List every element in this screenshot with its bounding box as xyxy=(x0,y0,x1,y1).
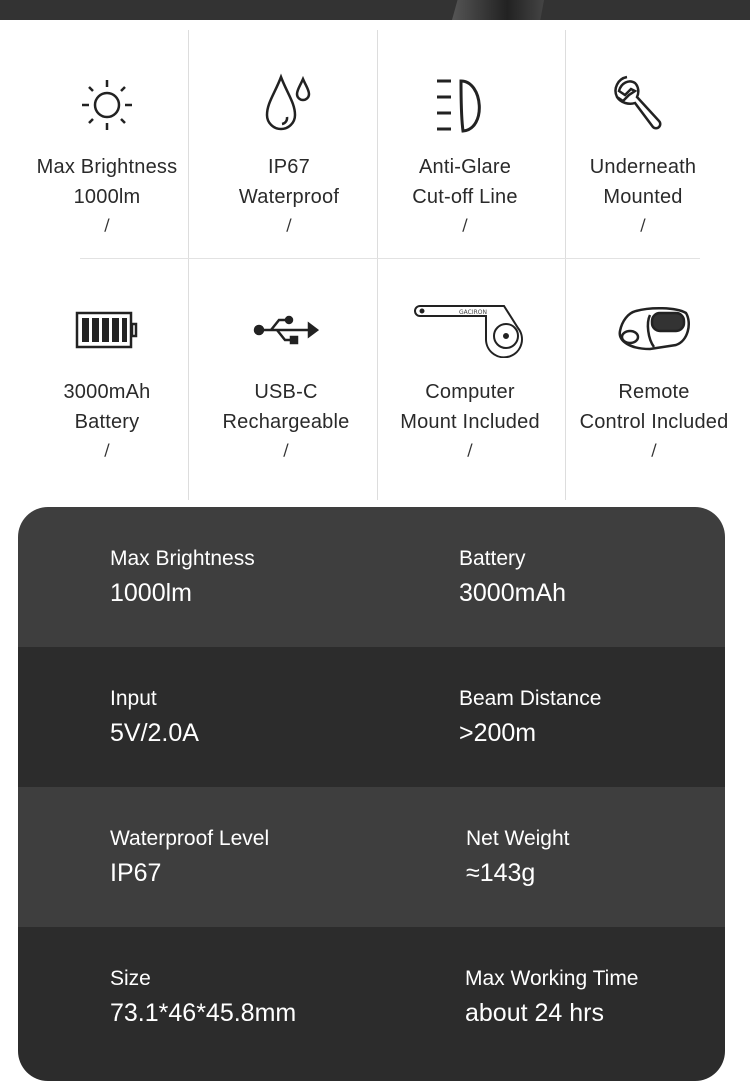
feature-mount xyxy=(549,30,737,260)
feature-line2: Battery xyxy=(74,411,140,433)
feature-line1: Underneath xyxy=(589,156,697,178)
spec-value: about 24 hrs xyxy=(465,999,604,1027)
tick-mark: / xyxy=(283,440,289,459)
feature-grid xyxy=(0,30,750,500)
tick-mark: / xyxy=(104,440,110,459)
spec-label: Net Weight xyxy=(466,827,570,850)
feature-line2: Mount Included xyxy=(400,411,540,433)
spec-label: Max Brightness xyxy=(110,547,255,570)
feature-line1: Anti-Glare xyxy=(418,156,512,178)
spec-value: ≈143g xyxy=(466,859,536,887)
feature-remote xyxy=(560,255,748,485)
feature-line2: Waterproof xyxy=(238,186,340,208)
spec-label: Beam Distance xyxy=(459,687,602,710)
spec-label: Size xyxy=(110,967,151,990)
spec-label: Max Working Time xyxy=(465,967,639,990)
product-photo-strip xyxy=(0,0,750,20)
feature-line1: USB-C xyxy=(254,381,318,403)
feature-line2: 1000lm xyxy=(73,186,141,208)
spec-value: 3000mAh xyxy=(459,579,567,607)
spec-row xyxy=(18,927,725,1081)
feature-anti-glare xyxy=(371,30,559,260)
spec-row xyxy=(18,507,725,647)
tick-mark: / xyxy=(462,215,468,234)
spec-row xyxy=(18,647,725,787)
feature-line1: Computer xyxy=(425,381,515,403)
headlight-beam-icon xyxy=(371,70,559,140)
spec-row xyxy=(18,787,725,927)
brand-logo: GACIRON xyxy=(459,309,487,316)
feature-line1: Remote xyxy=(618,381,690,403)
feature-line1: 3000mAh xyxy=(63,381,151,403)
feature-line1: IP67 xyxy=(268,156,310,178)
spec-label: Input xyxy=(110,687,157,710)
tick-mark: / xyxy=(286,215,292,234)
spec-value: 1000lm xyxy=(110,579,192,607)
sun-icon xyxy=(13,70,201,140)
usb-icon xyxy=(192,295,380,365)
feature-line1: Max Brightness xyxy=(36,156,178,178)
spec-value: 5V/2.0A xyxy=(110,719,199,747)
tick-mark: / xyxy=(467,440,473,459)
feature-line2: Control Included xyxy=(579,411,729,433)
tick-mark: / xyxy=(640,215,646,234)
feature-line2: Mounted xyxy=(603,186,683,208)
spec-value: >200m xyxy=(459,719,537,747)
wrench-icon xyxy=(549,70,737,140)
feature-waterproof xyxy=(195,30,383,260)
spec-value: 73.1*46*45.8mm xyxy=(110,999,297,1027)
feature-computer-mount xyxy=(376,255,564,485)
water-drop-icon xyxy=(195,70,383,140)
tick-mark: / xyxy=(104,215,110,234)
spec-value: IP67 xyxy=(110,859,162,887)
light-stem xyxy=(452,0,544,20)
spec-label: Battery xyxy=(459,547,526,570)
spec-label: Waterproof Level xyxy=(110,827,270,850)
feature-line2: Rechargeable xyxy=(222,411,350,433)
tick-mark: / xyxy=(651,440,657,459)
feature-line2: Cut-off Line xyxy=(412,186,518,208)
remote-control-icon xyxy=(560,295,748,365)
battery-icon xyxy=(13,295,201,365)
computer-mount-icon xyxy=(376,295,564,365)
feature-brightness xyxy=(13,30,201,260)
feature-usb xyxy=(192,255,380,485)
spec-table xyxy=(18,507,725,1081)
feature-battery xyxy=(13,255,201,485)
